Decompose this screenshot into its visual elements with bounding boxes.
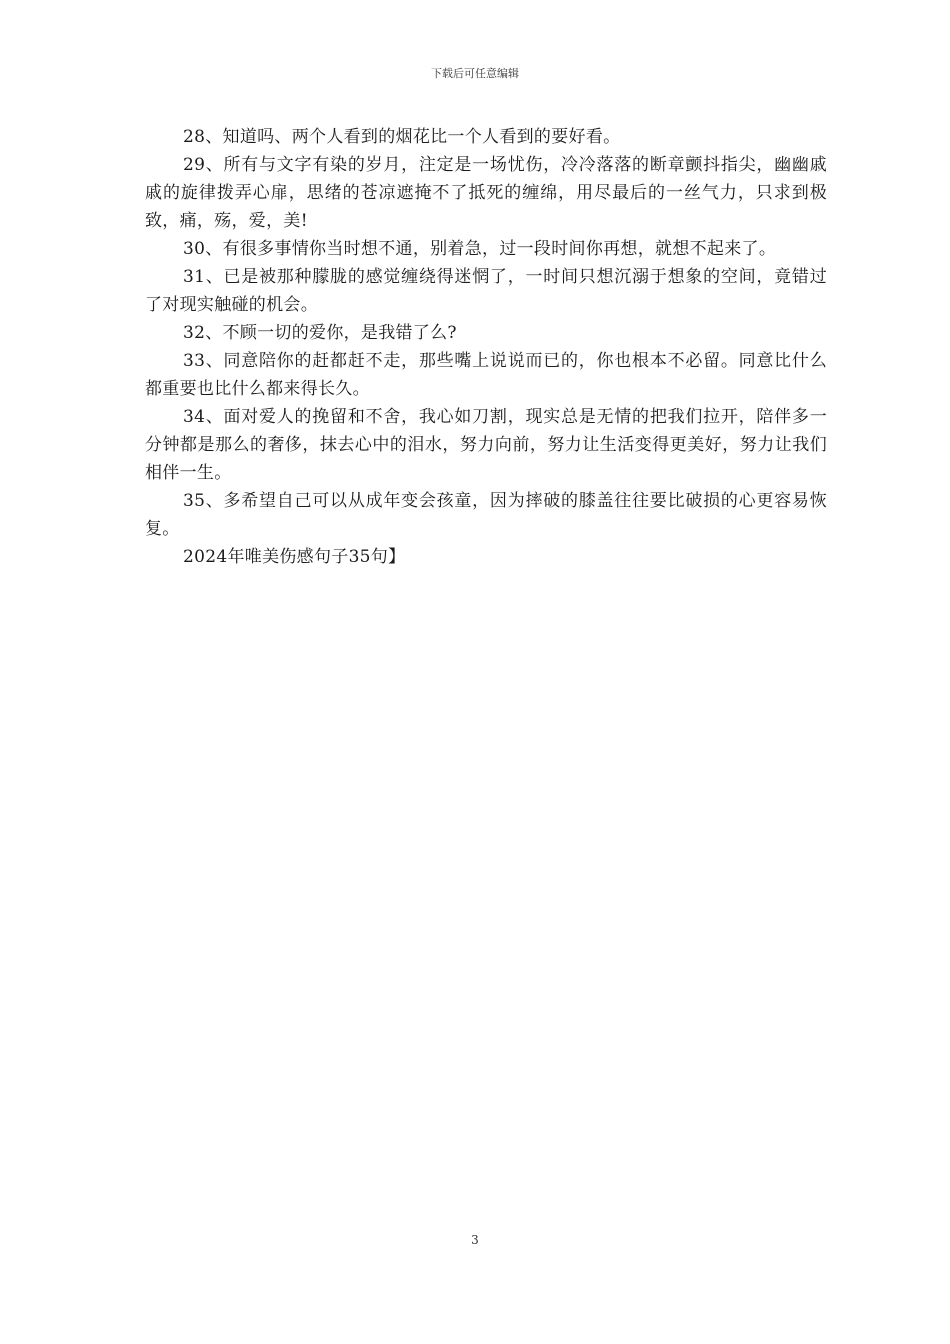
paragraph-35: 35、多希望自己可以从成年变会孩童，因为摔破的膝盖往往要比破损的心更容易恢复。: [145, 491, 827, 539]
paragraph-34: 34、面对爱人的挽留和不舍，我心如刀割，现实总是无情的把我们拉开，陪伴多一分钟都是那么的奢侈，抹去心中的泪水，努力向前，努力让生活变得更美好，努力让我们相伴一生。: [145, 407, 827, 483]
document-body: [145, 123, 827, 571]
paragraph-28: 28、知道吗、两个人看到的烟花比一个人看到的要好看。: [183, 127, 621, 147]
paragraph-32: 32、不顾一切的爱你，是我错了么?: [183, 323, 457, 343]
closing-title-line: 2024年唯美伤感句子35句】: [183, 547, 406, 567]
paragraph-30: 30、有很多事情你当时想不通，别着急，过一段时间你再想，就想不起来了。: [183, 239, 777, 259]
page-header: 下载后可任意编辑: [431, 67, 519, 80]
paragraph-29: 29、所有与文字有染的岁月，注定是一场忧伤，冷冷落落的断章颤抖指尖，幽幽戚戚的旋律拨弄心扉，思绪的苍凉遮掩不了抵死的缠绵，用尽最后的一丝气力，只求到极致，痛，殇，爱，美!: [145, 155, 827, 231]
page-number: 3: [471, 1233, 479, 1247]
paragraph-33: 33、同意陪你的赶都赶不走，那些嘴上说说而已的，你也根本不必留。同意比什么都重要也比什么都来得长久。: [145, 351, 827, 399]
paragraph-31: 31、已是被那种朦胧的感觉缠绕得迷惘了，一时间只想沉溺于想象的空间，竟错过了对现实触碰的机会。: [145, 267, 827, 315]
